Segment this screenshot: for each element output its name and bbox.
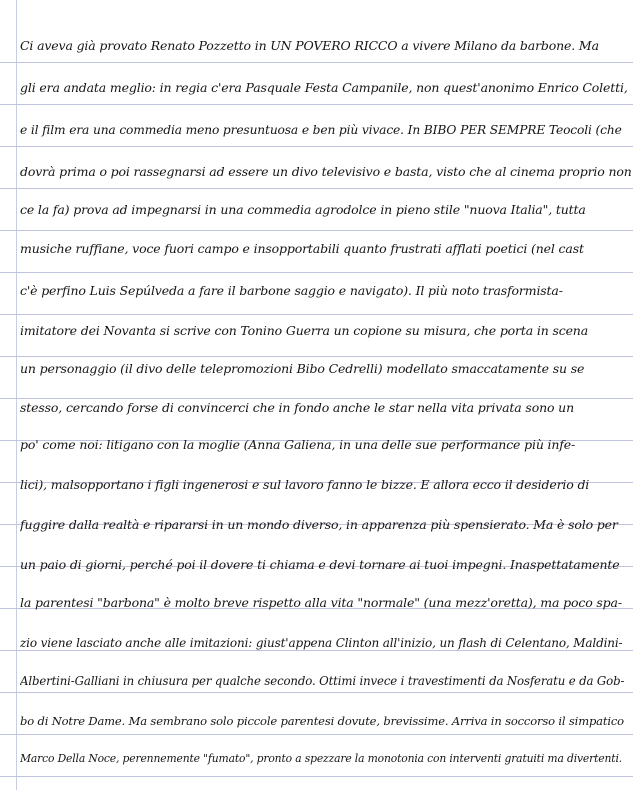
ruled-line [0,188,633,189]
text-line: Ci aveva già provato Renato Pozzetto in UN POVERO RICCO a vivere Milano da barbone. Ma [20,38,599,53]
ruled-line [0,62,633,63]
ruled-line [0,398,633,399]
text-line: dovrà prima o poi rassegnarsi ad essere un divo televisivo e basta, visto che al cinema proprio non [20,164,632,179]
text-line: Albertini-Galliani in chiusura per qualche secondo. Ottimi invece i travestimenti da Nosferatu e da Gob- [20,674,625,688]
text-line: e il film era una commedia meno presuntuosa e ben più vivace. In BIBO PER SEMPRE Teocoli (che [20,123,622,137]
text-line: lici), malsopportano i figli ingenerosi e sul lavoro fanno le bizze. E allora ecco il desiderio di [20,477,590,492]
text-line: la parentesi "barbona" è molto breve rispetto alla vita "normale" (una mezz'oretta), ma poco spa- [20,595,622,610]
text-line: stesso, cercando forse di convincerci che in fondo anche le star nella vita privata sono un [20,400,574,415]
text-line: gli era andata meglio: in regia c'era Pasquale Festa Campanile, non quest'anonimo Enrico Coletti, [20,80,628,95]
margin-line [16,0,17,790]
ruled-line [0,734,633,735]
text-line: un paio di giorni, perché poi il dovere ti chiama e devi tornare ai tuoi impegni. Inaspettatamente [20,557,620,572]
text-line: Marco Della Noce, perennemente "fumato", pronto a spezzare la monotonia con interventi gratuiti ma divertenti. [20,752,622,765]
text-line: c'è perfino Luis Sepúlveda a fare il barbone saggio e navigato). Il più noto trasformista- [20,283,563,298]
ruled-line [0,146,633,147]
ruled-line [0,272,633,273]
ruled-line [0,314,633,315]
text-line: bo di Notre Dame. Ma sembrano solo piccole parentesi dovute, brevissime. Arriva in soccorso il simpatico [20,714,624,728]
ruled-line [0,230,633,231]
text-line: zio viene lasciato anche alle imitazioni: giust'appena Clinton all'inizio, un flash di Celentano, Maldini- [20,636,623,650]
text-line: un personaggio (il divo delle telepromozioni Bibo Cedrelli) modellato smaccatamente su se [20,361,585,376]
text-line: musiche ruffiane, voce fuori campo e insopportabili quanto frustrati afflati poetici (nel cast [20,241,584,256]
text-line: po' come noi: litigano con la moglie (Anna Galiena, in una delle sue performance più infe- [20,437,576,452]
ruled-line [0,776,633,777]
ruled-line [0,104,633,105]
text-line: ce la fa) prova ad impegnarsi in una commedia agrodolce in pieno stile "nuova Italia", tutta [20,202,586,217]
ruled-line [0,356,633,357]
ruled-line [0,692,633,693]
text-line: fuggire dalla realtà e ripararsi in un mondo diverso, in apparenza più spensierato. Ma è solo per [20,517,618,532]
text-line: imitatore dei Novanta si scrive con Tonino Guerra un copione su misura, che porta in scena [20,323,589,338]
